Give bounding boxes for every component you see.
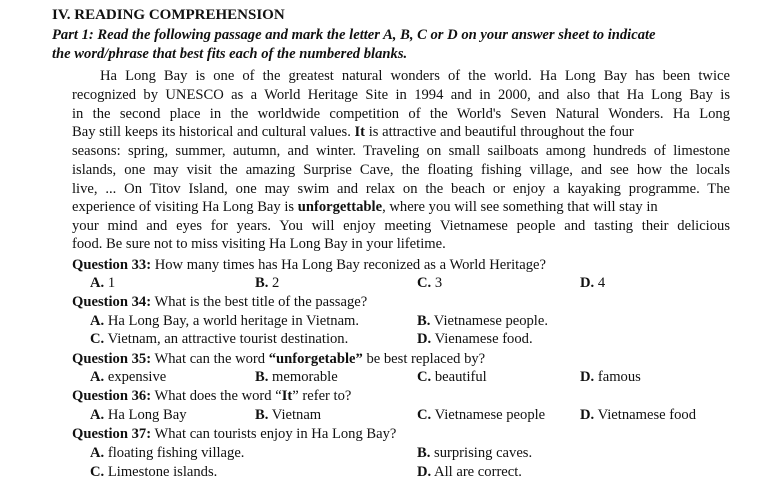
passage-line-7: live, ... On Titov Island, one may swim and relax on the beach or enjoy a kayaking programme. The [72,181,730,197]
passage-line-1: Ha Long Bay is one of the greatest natural wonders of the world. Ha Long Bay has been twice [100,68,730,84]
q34-option-c-text: Vietnam, an attractive tourist destination. [107,331,349,347]
q36-option-d-letter: D. [580,407,595,423]
passage-line-8-a: experience of visiting Ha Long Bay is [72,199,295,215]
q34-option-d-letter: D. [417,331,432,347]
q33-option-d[interactable] [580,274,605,293]
q34-option-b-text: Vietnamese people. [433,313,548,329]
question-35 [72,350,485,369]
q37-option-a-text: floating fishing village. [107,445,245,461]
q37-option-d[interactable] [417,463,522,482]
question-37-text: What can tourists enjoy in Ha Long Bay? [154,426,397,442]
section-title: IV. READING COMPREHENSION [52,7,285,23]
question-36 [72,387,351,406]
question-33 [72,256,546,275]
question-33-label: Question 33: [72,257,152,273]
passage-line-6: islands, one may visit the amazing Surprise Cave, the floating fishing village, and see how the locals [72,162,730,178]
q37-option-a-letter: A. [90,445,105,461]
question-35-word-bold: “unforgetable” [268,351,363,367]
passage-unforgettable-bold: unforgettable [297,199,383,215]
q33-option-c[interactable] [417,274,442,293]
q33-option-d-letter: D. [580,275,595,291]
q33-option-b-text: 2 [272,275,280,291]
passage-line-5: seasons: spring, summer, autumn, and winter. Traveling on small sailboats among hundreds of limestone [72,143,730,159]
q36-option-d[interactable] [580,406,696,425]
q33-option-b-letter: B. [255,275,269,291]
q34-option-c[interactable] [90,330,348,349]
passage-line-10: food. Be sure not to miss visiting Ha Long Bay in your lifetime. [72,236,446,252]
q34-option-b[interactable] [417,312,548,331]
q35-option-d[interactable] [580,368,641,387]
q35-option-b-text: memorable [272,369,338,385]
q35-option-c-text: beautiful [434,369,487,385]
q36-option-a[interactable] [90,406,187,425]
question-36-label: Question 36: [72,388,152,404]
q35-option-b[interactable] [255,368,338,387]
q34-option-c-letter: C. [90,331,105,347]
q37-option-b[interactable] [417,444,532,463]
passage-it-bold: It [354,124,366,140]
q35-option-c-letter: C. [417,369,432,385]
instructions-line-1: Part 1: Read the following passage and mark the letter A, B, C or D on your answer sheet to indicate [52,27,656,43]
q36-option-c[interactable] [417,406,545,425]
passage-line-8 [72,198,730,217]
instructions-line-2: the word/phrase that best fits each of the numbered blanks. [52,46,408,62]
q33-option-c-letter: C. [417,275,432,291]
q36-option-a-letter: A. [90,407,105,423]
q36-option-c-letter: C. [417,407,432,423]
q34-option-a[interactable] [90,312,359,331]
q35-option-a-letter: A. [90,369,105,385]
q36-option-c-text: Vietnamese people [434,407,546,423]
q33-option-c-text: 3 [434,275,443,291]
passage-line-4-b: is attractive and beautiful throughout the four [368,124,634,140]
q36-option-a-text: Ha Long Bay [107,407,187,423]
passage-line-3: in the second place in the worldwide competition of the World's Seven Natural Wonders. Ha Long [72,106,730,122]
q35-option-c[interactable] [417,368,487,387]
question-35-text-b: be best replaced by? [366,351,486,367]
q37-option-d-letter: D. [417,464,432,480]
q37-option-b-letter: B. [417,445,431,461]
question-33-text: How many times has Ha Long Bay reconized as a World Heritage? [154,257,546,273]
q36-option-b[interactable] [255,406,321,425]
passage-line-2: recognized by UNESCO as a World Heritage Site in 1994 and in 2000, and also that Ha Long Bay is [72,87,730,103]
q36-option-b-text: Vietnam [271,407,322,423]
q33-option-d-text: 4 [597,275,606,291]
q33-option-a[interactable] [90,274,115,293]
q34-option-d-text: Vienamese food. [434,331,533,347]
question-35-label: Question 35: [72,351,152,367]
q34-option-a-letter: A. [90,313,105,329]
question-37 [72,425,396,444]
q37-option-b-text: surprising caves. [434,445,533,461]
q35-option-d-letter: D. [580,369,595,385]
q35-option-d-text: famous [597,369,641,385]
question-34-text: What is the best title of the passage? [154,294,368,310]
question-36-text-a: What does the word “ [154,388,282,404]
question-36-word-bold: It [281,388,293,404]
q34-option-d[interactable] [417,330,533,349]
passage-line-4-a: Bay still keeps its historical and cultural values. [72,124,351,140]
q36-option-d-text: Vietnamese food [597,407,697,423]
q34-option-b-letter: B. [417,313,431,329]
q33-option-a-letter: A. [90,275,105,291]
q37-option-a[interactable] [90,444,244,463]
q37-option-c[interactable] [90,463,217,482]
q37-option-d-text: All are correct. [434,464,522,480]
q33-option-b[interactable] [255,274,279,293]
q34-option-a-text: Ha Long Bay, a world heritage in Vietnam. [107,313,360,329]
q35-option-a[interactable] [90,368,166,387]
passage-line-9: your mind and eyes for years. You will enjoy meeting Vietnamese people and tasting their delicious [72,218,730,234]
question-36-text-b: ” refer to? [292,388,352,404]
passage-line-8-b: , where you will see something that will stay in [382,199,658,215]
question-34 [72,293,367,312]
q37-option-c-letter: C. [90,464,105,480]
question-37-label: Question 37: [72,426,152,442]
q35-option-a-text: expensive [107,369,167,385]
q33-option-a-text: 1 [107,275,116,291]
q36-option-b-letter: B. [255,407,269,423]
passage-line-4 [72,123,730,142]
question-35-text-a: What can the word [154,351,266,367]
question-34-label: Question 34: [72,294,152,310]
q35-option-b-letter: B. [255,369,269,385]
q37-option-c-text: Limestone islands. [107,464,218,480]
